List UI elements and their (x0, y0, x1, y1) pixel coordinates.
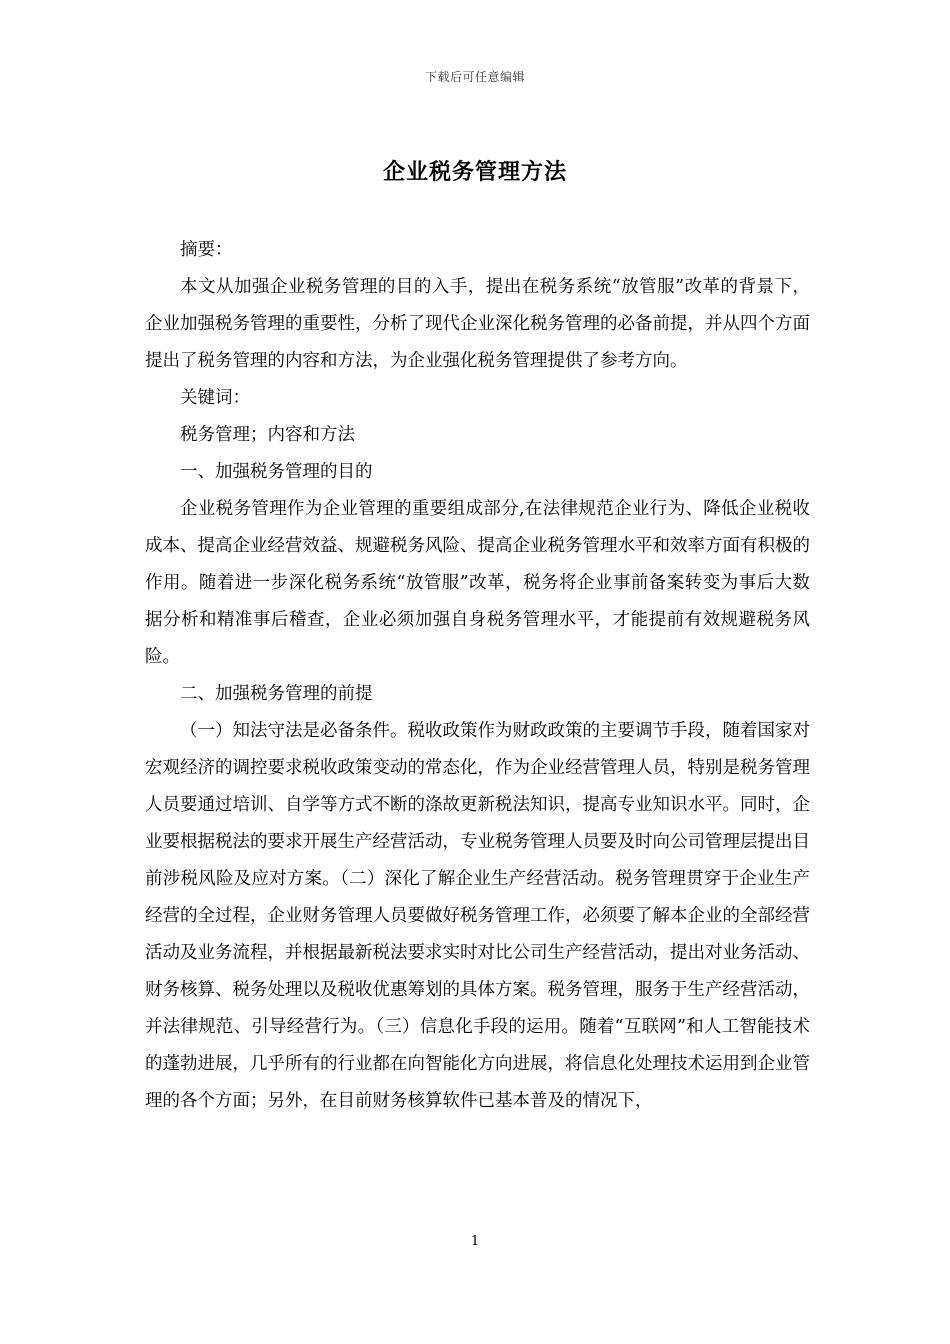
section-1-paragraph: 企业税务管理作为企业管理的重要组成部分,在法律规范企业行为、降低企业税收成本、提高企业经营效益、规避税务风险、提高企业税务管理水平和效率方面有积极的作用。随着进一步深化税务系统“放管服”改革，税务将企业事前备案转变为事后大数据分析和精准事后稽查，企业必须加强自身税务管理水平，才能提前有效规避税务风险。 (145, 499, 810, 667)
abstract-text: 本文从加强企业税务管理的目的入手，提出在税务系统“放管服”改革的背景下，企业加强税务管理的重要性，分析了现代企业深化税务管理的必备前提，并从四个方面提出了税务管理的内容和方法，为企业强化税务管理提供了参考方向。 (145, 277, 810, 371)
abstract-label: 摘要： (180, 240, 233, 260)
document-title: 企业税务管理方法 (382, 159, 567, 185)
document-body (145, 232, 810, 1120)
page-number: 1 (470, 1234, 480, 1249)
section-2-paragraph: （一）知法守法是必备条件。税收政策作为财政政策的主要调节手段，随着国家对宏观经济的调控要求税收政策变动的常态化，作为企业经营管理人员，特别是税务管理人员要通过培训、自学等方式不断的涤故更新税法知识，提高专业知识水平。同时，企业要根据税法的要求开展生产经营活动，专业税务管理人员要及时向公司管理层提出目前涉税风险及应对方案。（二）深化了解企业生产经营活动。税务管理贯穿于企业生产经营的全过程，企业财务管理人员要做好税务管理工作，必须要了解本企业的全部经营活动及业务流程，并根据最新税法要求实时对比公司生产经营活动，提出对业务活动、财务核算、税务处理以及税收优惠筹划的具体方案。税务管理，服务于生产经营活动，并法律规范、引导经营行为。（三）信息化手段的运用。随着“互联网”和人工智能技术的蓬勃进展，几乎所有的行业都在向智能化方向进展，将信息化处理技术运用到企业管理的各个方面；另外，在目前财务核算软件已基本普及的情况下， (145, 721, 810, 1111)
section-heading-1: 一、加强税务管理的目的 (180, 462, 373, 482)
section-heading-2: 二、加强税务管理的前提 (180, 684, 373, 704)
keywords-label: 关键词： (180, 388, 250, 408)
keywords-text: 税务管理；内容和方法 (180, 425, 355, 445)
header-note: 下载后可任意编辑 (424, 70, 525, 84)
